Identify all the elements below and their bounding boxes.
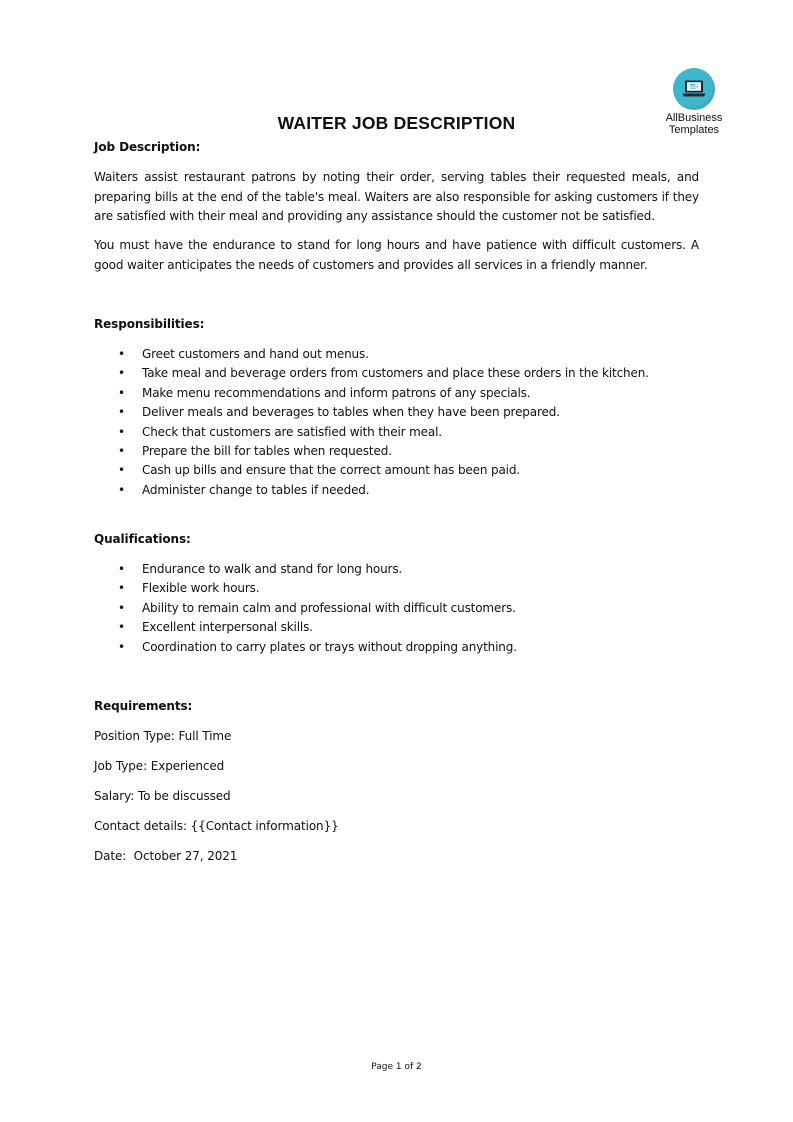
bullet-icon: • bbox=[118, 639, 125, 654]
position-type-line: Position Type: Full Time bbox=[94, 729, 232, 743]
bullet-icon: • bbox=[118, 443, 125, 458]
list-item bbox=[94, 481, 699, 500]
bullet-icon: • bbox=[118, 347, 125, 361]
bullet-icon: • bbox=[118, 581, 125, 596]
bullet-icon: • bbox=[118, 405, 125, 420]
list-item-text: Take meal and beverage orders from customers and place these orders in the kitchen. bbox=[142, 366, 649, 381]
requirements-heading: Requirements: bbox=[94, 699, 193, 713]
list-item bbox=[94, 364, 699, 383]
laptop-icon bbox=[682, 79, 706, 99]
paragraph: Waiters assist restaurant patrons by noting their order, serving tables their requested meals, and preparing bills at the end of the table's meal. Waiters are also responsible for asking customers if they are satisfied with their meal and providing any assistance should the customer not be satisfied. bbox=[94, 170, 699, 223]
bullet-icon: • bbox=[118, 366, 125, 381]
list-item-text: Administer change to tables if needed. bbox=[142, 482, 370, 497]
bullet-icon: • bbox=[118, 600, 125, 615]
list-item bbox=[94, 423, 699, 442]
responsibilities-list bbox=[94, 345, 699, 500]
list-item bbox=[94, 384, 699, 403]
list-item bbox=[94, 579, 699, 598]
date-line: Date: October 27, 2021 bbox=[94, 849, 238, 863]
list-item bbox=[94, 403, 699, 422]
bullet-icon: • bbox=[118, 620, 125, 635]
responsibilities-section bbox=[94, 315, 699, 335]
bullet-icon: • bbox=[118, 424, 125, 439]
qualifications-heading: Qualifications: bbox=[94, 532, 191, 546]
list-item-text: Ability to remain calm and professional with difficult customers. bbox=[142, 600, 516, 615]
list-item-text: Flexible work hours. bbox=[142, 581, 260, 596]
list-item-text: Cash up bills and ensure that the correct amount has been paid. bbox=[142, 463, 520, 478]
job-description-paragraph-1 bbox=[94, 168, 699, 227]
page-number-footer: Page 1 of 2 bbox=[371, 1062, 422, 1072]
list-item bbox=[94, 599, 699, 618]
bullet-icon: • bbox=[118, 463, 125, 478]
bullet-icon: • bbox=[118, 385, 125, 400]
job-description-heading: Job Description: bbox=[94, 140, 201, 154]
responsibilities-heading: Responsibilities: bbox=[94, 317, 205, 331]
paragraph: You must have the endurance to stand for long hours and have patience with difficult customers. A good waiter anticipates the needs of customers and provides all services in a friendly manner. bbox=[94, 238, 699, 272]
salary-line: Salary: To be discussed bbox=[94, 789, 231, 803]
list-item bbox=[94, 461, 699, 480]
contact-details-line: Contact details: {{Contact information}} bbox=[94, 819, 339, 833]
logo-line-2: Templates bbox=[668, 124, 720, 136]
document-title: WAITER JOB DESCRIPTION bbox=[277, 113, 516, 133]
list-item bbox=[94, 560, 699, 579]
qualifications-list bbox=[94, 560, 699, 657]
list-item-text: Deliver meals and beverages to tables when they have been prepared. bbox=[142, 405, 560, 420]
requirements-lines bbox=[94, 727, 699, 877]
job-description-section bbox=[94, 138, 699, 158]
list-item-text: Endurance to walk and stand for long hours. bbox=[142, 562, 403, 576]
bullet-icon: • bbox=[118, 562, 125, 576]
list-item-text: Coordination to carry plates or trays without dropping anything. bbox=[142, 639, 517, 654]
list-item-text: Make menu recommendations and inform patrons of any specials. bbox=[142, 385, 531, 400]
bullet-icon: • bbox=[118, 482, 125, 497]
qualifications-list-container bbox=[94, 560, 699, 657]
list-item-text: Greet customers and hand out menus. bbox=[142, 347, 369, 361]
list-item-text: Prepare the bill for tables when requested. bbox=[142, 443, 392, 458]
logo-circle bbox=[673, 68, 715, 110]
job-type-line: Job Type: Experienced bbox=[94, 759, 225, 773]
requirements-section bbox=[94, 697, 699, 717]
list-item-text: Check that customers are satisfied with their meal. bbox=[142, 424, 442, 439]
logo-line-1: AllBusiness bbox=[665, 112, 723, 124]
list-item-text: Excellent interpersonal skills. bbox=[142, 620, 313, 635]
list-item bbox=[94, 638, 699, 657]
responsibilities-list-container bbox=[94, 345, 699, 500]
job-description-paragraph-2 bbox=[94, 236, 699, 275]
qualifications-section bbox=[94, 530, 699, 550]
list-item bbox=[94, 345, 699, 364]
list-item bbox=[94, 442, 699, 461]
list-item bbox=[94, 618, 699, 637]
